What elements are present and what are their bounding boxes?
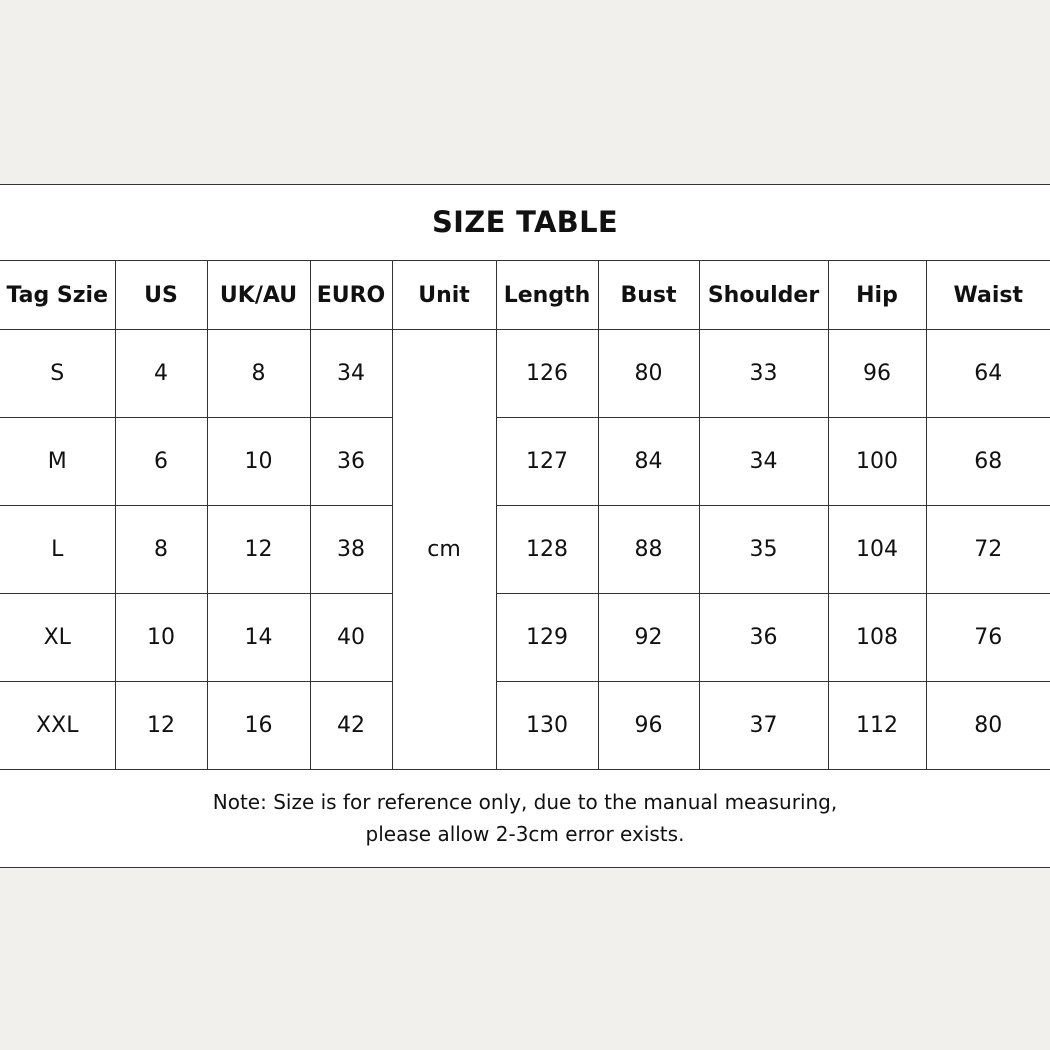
cell-waist: 76	[926, 594, 1050, 682]
cell-shoulder: 37	[699, 682, 828, 770]
cell-tag: XXL	[0, 682, 115, 770]
cell-bust: 92	[598, 594, 699, 682]
cell-waist: 72	[926, 506, 1050, 594]
cell-euro: 40	[310, 594, 392, 682]
cell-unit: cm	[392, 330, 496, 770]
cell-uk-au: 16	[207, 682, 310, 770]
cell-bust: 88	[598, 506, 699, 594]
cell-us: 12	[115, 682, 207, 770]
table-row	[0, 418, 1050, 506]
size-table-title: SIZE TABLE	[432, 205, 618, 239]
cell-uk-au: 12	[207, 506, 310, 594]
table-row	[0, 330, 1050, 418]
header-uk-au: UK/AU	[207, 261, 310, 330]
header-us: US	[115, 261, 207, 330]
cell-shoulder: 34	[699, 418, 828, 506]
cell-waist: 80	[926, 682, 1050, 770]
cell-hip: 96	[828, 330, 926, 418]
cell-shoulder: 36	[699, 594, 828, 682]
note-line-2: please allow 2-3cm error exists.	[365, 822, 685, 846]
cell-shoulder: 35	[699, 506, 828, 594]
cell-hip: 108	[828, 594, 926, 682]
header-unit: Unit	[392, 261, 496, 330]
cell-tag: M	[0, 418, 115, 506]
header-waist: Waist	[926, 261, 1050, 330]
cell-hip: 100	[828, 418, 926, 506]
cell-hip: 112	[828, 682, 926, 770]
note-line-1: Note: Size is for reference only, due to the manual measuring,	[212, 790, 838, 814]
cell-us: 4	[115, 330, 207, 418]
cell-uk-au: 14	[207, 594, 310, 682]
cell-uk-au: 10	[207, 418, 310, 506]
size-chart-panel	[0, 184, 1050, 868]
cell-waist: 68	[926, 418, 1050, 506]
cell-uk-au: 8	[207, 330, 310, 418]
cell-euro: 34	[310, 330, 392, 418]
cell-tag: XL	[0, 594, 115, 682]
cell-length: 130	[496, 682, 598, 770]
size-table	[0, 260, 1050, 770]
cell-bust: 80	[598, 330, 699, 418]
cell-euro: 38	[310, 506, 392, 594]
size-note	[0, 786, 1050, 850]
cell-us: 8	[115, 506, 207, 594]
table-row	[0, 682, 1050, 770]
cell-tag: S	[0, 330, 115, 418]
header-hip: Hip	[828, 261, 926, 330]
header-tag-size: Tag Szie	[0, 261, 115, 330]
cell-length: 129	[496, 594, 598, 682]
header-bust: Bust	[598, 261, 699, 330]
cell-bust: 84	[598, 418, 699, 506]
cell-us: 6	[115, 418, 207, 506]
cell-tag: L	[0, 506, 115, 594]
cell-euro: 42	[310, 682, 392, 770]
cell-length: 127	[496, 418, 598, 506]
header-shoulder: Shoulder	[699, 261, 828, 330]
table-row	[0, 506, 1050, 594]
header-row	[0, 261, 1050, 330]
cell-waist: 64	[926, 330, 1050, 418]
cell-bust: 96	[598, 682, 699, 770]
cell-euro: 36	[310, 418, 392, 506]
header-length: Length	[496, 261, 598, 330]
cell-length: 128	[496, 506, 598, 594]
cell-us: 10	[115, 594, 207, 682]
cell-shoulder: 33	[699, 330, 828, 418]
cell-length: 126	[496, 330, 598, 418]
header-euro: EURO	[310, 261, 392, 330]
table-row	[0, 594, 1050, 682]
cell-hip: 104	[828, 506, 926, 594]
